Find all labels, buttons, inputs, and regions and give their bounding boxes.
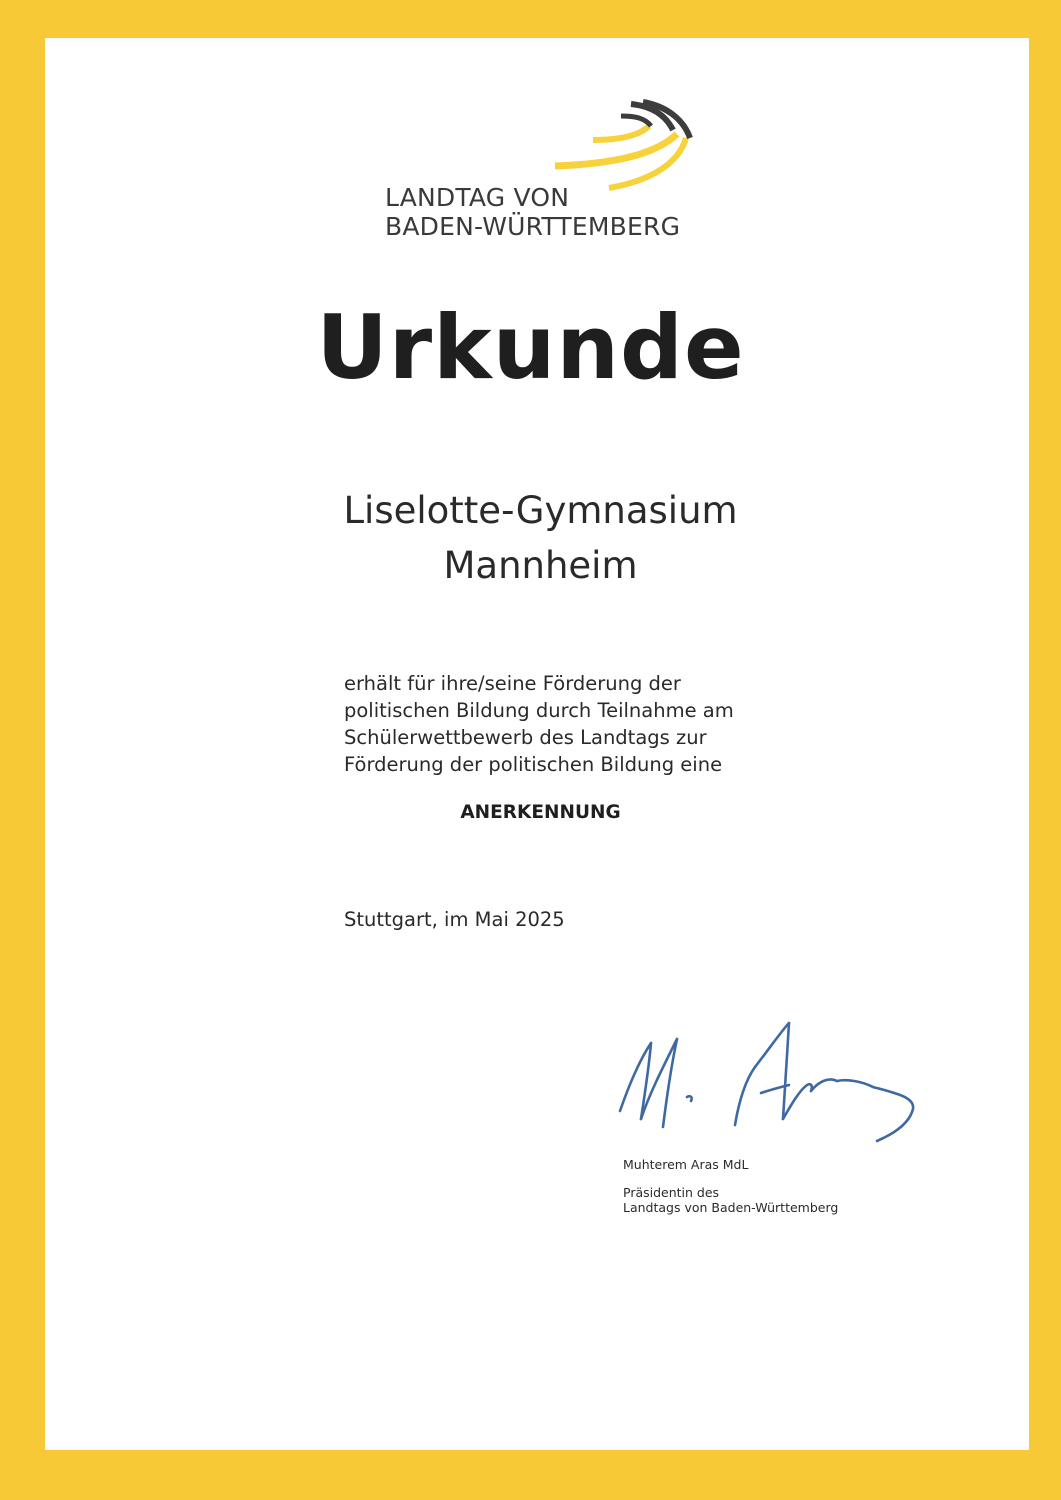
landtag-logo-icon xyxy=(549,96,699,196)
recipient-city: Mannheim xyxy=(443,544,638,587)
place-date: Stuttgart, im Mai 2025 xyxy=(344,908,565,931)
certificate-title: Urkunde xyxy=(316,296,745,399)
recipient-name: Liselotte-Gymnasium xyxy=(343,489,738,532)
signatory-name: Muhterem Aras MdL xyxy=(623,1157,749,1172)
signatory-role-line1: Präsidentin des xyxy=(623,1185,720,1200)
body-text-line: Schülerwettbewerb des Landtags zur xyxy=(344,726,707,749)
signatory-role-line2: Landtags von Baden-Württemberg xyxy=(623,1200,839,1215)
body-text-line: erhält für ihre/seine Förderung der xyxy=(344,672,681,695)
body-text-line: politischen Bildung durch Teilnahme am xyxy=(344,699,734,722)
award-type: ANERKENNUNG xyxy=(460,802,621,823)
logo-text-line1: LANDTAG VON xyxy=(385,183,570,212)
handwritten-signature xyxy=(615,1015,925,1150)
logo-text-line2: BADEN-WÜRTTEMBERG xyxy=(385,212,681,241)
body-text-line: Förderung der politischen Bildung eine xyxy=(344,753,723,776)
